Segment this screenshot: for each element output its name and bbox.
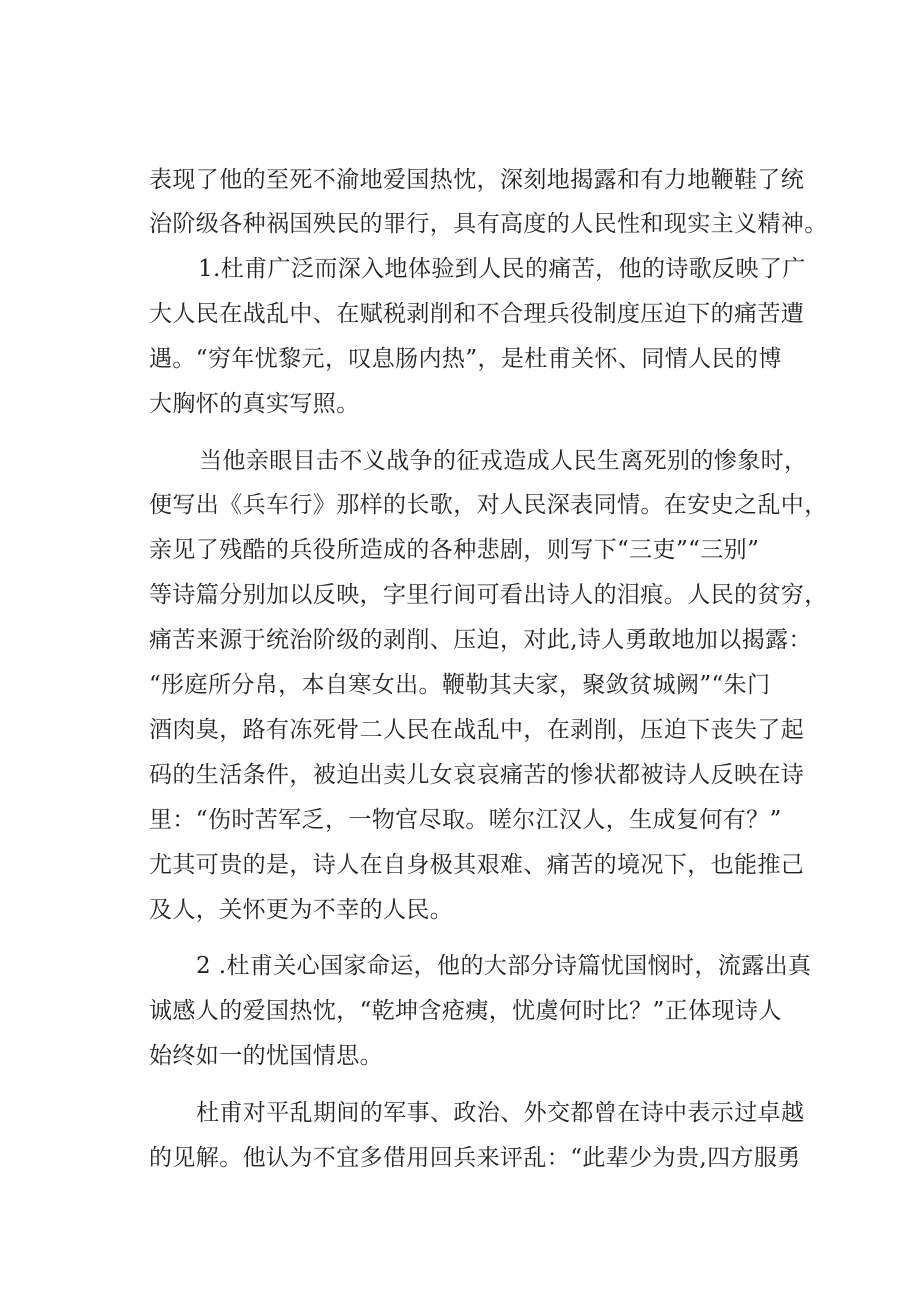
- text-line: 表现了他的至死不渝地爱国热忱，深刻地揭露和有力地鞭鞋了统: [149, 167, 805, 193]
- text-line: 大胸怀的真实写照。: [149, 391, 360, 417]
- text-line: 遇。“穷年忧黎元，叹息肠内热”，是杜甫关怀、同情人民的博: [149, 346, 782, 372]
- text-line: 当他亲眼目击不义战争的征戎造成人民生离死别的惨象时，: [199, 448, 808, 474]
- text-line: 1.杜甫广泛而深入地体验到人民的痛苦，他的诗歌反映了广: [198, 256, 806, 282]
- text-line: 酒肉臭，路有冻死骨二人民在战乱中，在剥削，压迫下丧失了起: [149, 717, 805, 743]
- text-line: “彤庭所分帛，本自寒女出。鞭勒其夫家，聚敛贫城阙”“朱门: [149, 672, 771, 698]
- text-line: 亲见了残酷的兵役所造成的各种悲剧，则写下“三吏”“三别”: [149, 537, 760, 563]
- text-line: 痛苦来源于统治阶级的剥削、压迫，对此,诗人勇敢地加以揭露：: [149, 627, 812, 653]
- text-line: 码的生活条件，被迫出卖儿女哀哀痛苦的惨状都被诗人反映在诗: [149, 762, 805, 788]
- text-line: 及人，关怀更为不幸的人民。: [149, 897, 454, 923]
- text-line: 大人民在战乱中、在赋税剥削和不合理兵役制度压迫下的痛苦遭: [149, 301, 805, 327]
- text-line: 等诗篇分别加以反映，字里行间可看出诗人的泪痕。人民的贫穷，: [149, 582, 828, 608]
- text-line: 2 .杜甫关心国家命运，他的大部分诗篇忧国悯时，流露出真: [196, 953, 812, 979]
- text-line: 始终如一的忧国情思。: [149, 1043, 383, 1069]
- text-line: 诚感人的爱国热忱，“乾坤含疮痍，忧虞何时比？”正体现诗人: [149, 998, 782, 1024]
- text-line: 里：“伤时苦军乏，一物官尽取。嗟尔江汉人，生成复何有？”: [149, 807, 782, 833]
- text-line: 的见解。他认为不宜多借用回兵来评乱：“此辈少为贵,四方服勇: [149, 1145, 801, 1171]
- text-line: 尤其可贵的是，诗人在自身极其艰难、痛苦的境况下，也能推己: [149, 852, 805, 878]
- text-line: 便写出《兵车行》那样的长歌，对人民深表同情。在安史之乱中，: [149, 492, 828, 518]
- text-line: 杜甫对平乱期间的军事、政治、外交都曾在诗中表示过卓越: [196, 1100, 805, 1126]
- text-line: 治阶级各种祸国殃民的罪行，具有高度的人民性和现实主义精神。: [149, 211, 828, 237]
